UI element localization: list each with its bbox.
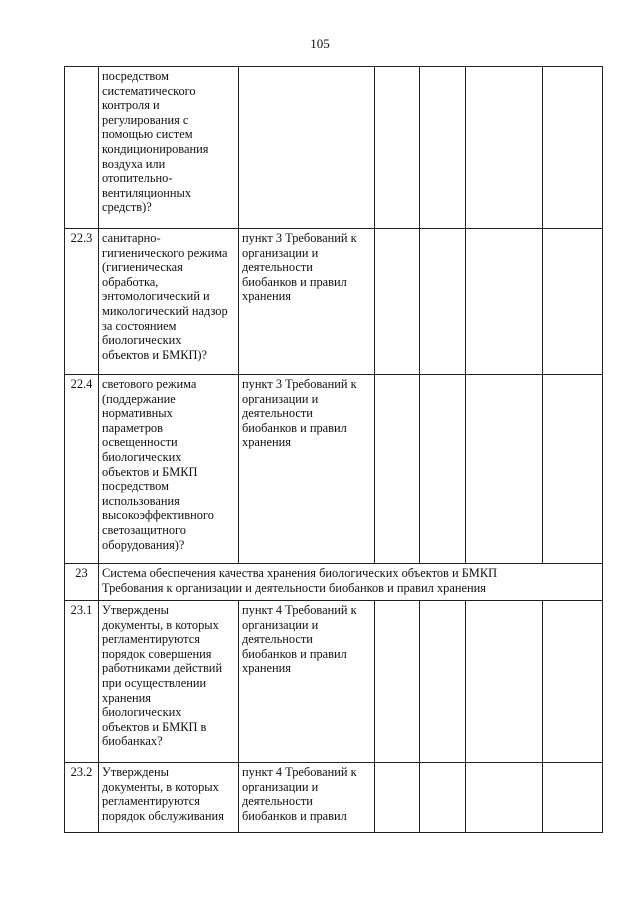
answer-cell [420,375,466,564]
answer-cell [466,229,543,375]
reference-text: пункт 4 Требований к организации и деятельности биобанков и правил [239,763,375,833]
reference-text: пункт 3 Требований к организации и деятельности биобанков и правил хранения [239,229,375,375]
answer-cell [375,375,420,564]
row-number: 22.4 [65,375,99,564]
question-text: Утверждены документы, в которых регламентируются порядок обслуживания [99,763,239,833]
table-row [65,763,603,833]
answer-cell [375,601,420,763]
section-row [65,564,603,601]
answer-cell [466,67,543,229]
answer-cell [466,601,543,763]
table-row [65,375,603,564]
answer-cell [466,763,543,833]
question-text: санитарно- гигиенического режима (гигиеническая обработка, энтомологический и микологический надзор за состоянием биологических объектов и БМКП)? [99,229,239,375]
table-row [65,67,603,229]
table-row [65,601,603,763]
reference-text [239,67,375,229]
question-text: посредством систематического контроля и регулирования с помощью систем кондиционирования воздуха или отопительно- вентиляционных средств)? [99,67,239,229]
answer-cell [420,67,466,229]
row-number: 23.1 [65,601,99,763]
answer-cell [420,601,466,763]
row-number [65,67,99,229]
row-number: 23.2 [65,763,99,833]
question-text: Утверждены документы, в которых регламентируются порядок совершения работниками действий при осуществлении хранения биологических объектов и БМКП в биобанках? [99,601,239,763]
answer-cell [543,67,603,229]
answer-cell [375,229,420,375]
answer-cell [420,763,466,833]
answer-cell [375,763,420,833]
row-number: 22.3 [65,229,99,375]
section-number: 23 [65,564,99,601]
answer-cell [543,229,603,375]
checklist-table [64,66,603,833]
answer-cell [420,229,466,375]
answer-cell [543,601,603,763]
section-title: Система обеспечения качества хранения биологических объектов и БМКП Требования к организации и деятельности биобанков и правил хранения [99,564,603,601]
table-row [65,229,603,375]
answer-cell [466,375,543,564]
answer-cell [543,763,603,833]
question-text: светового режима (поддержание нормативных параметров освещенности биологических объектов и БМКП посредством использования высокоэффективного светозащитного оборудования)? [99,375,239,564]
reference-text: пункт 3 Требований к организации и деятельности биобанков и правил хранения [239,375,375,564]
answer-cell [375,67,420,229]
answer-cell [543,375,603,564]
reference-text: пункт 4 Требований к организации и деятельности биобанков и правил хранения [239,601,375,763]
page-number: 105 [310,36,330,51]
